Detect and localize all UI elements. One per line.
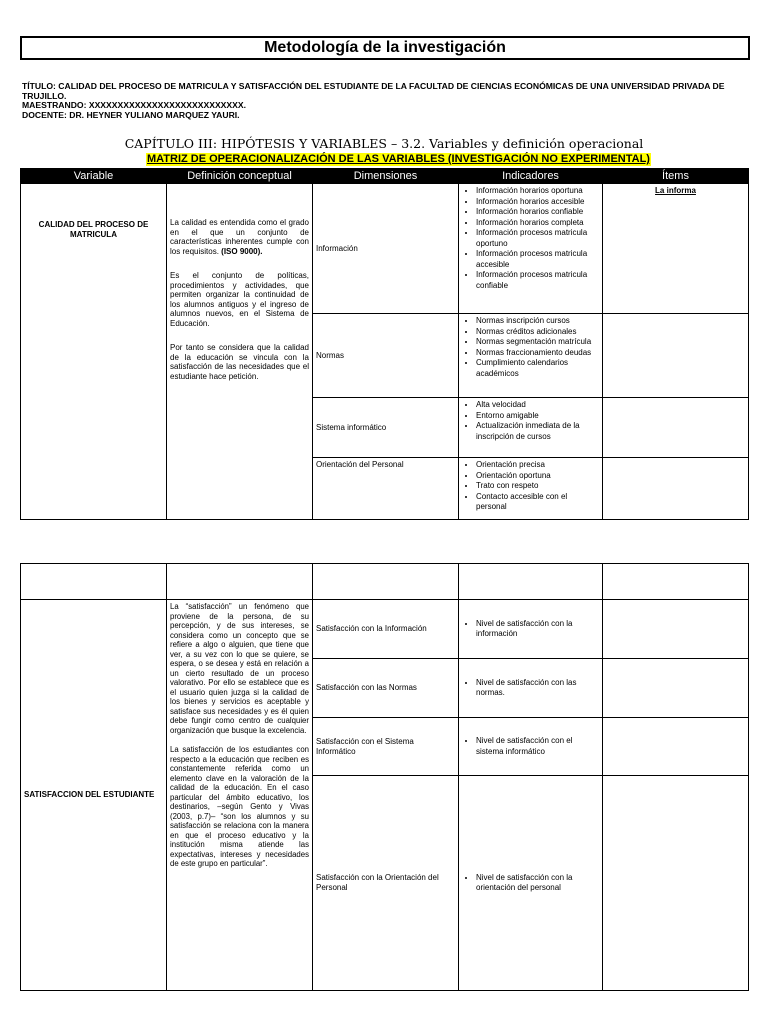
- list-item: • Información procesos matricula accesible: [476, 249, 599, 270]
- page-title: Metodología de la investigación: [20, 36, 750, 60]
- list-item: • Actualización inmediata de la inscripción de cursos: [476, 421, 599, 442]
- definition-source: (ISO 9000).: [221, 246, 263, 256]
- matrix-label: MATRIZ DE OPERACIONALIZACIÓN DE LAS VARIABLES (INVESTIGACIÓN NO EXPERIMENTAL): [147, 153, 650, 165]
- dimension-cell: Información: [313, 184, 459, 314]
- table-row: [21, 184, 749, 314]
- dimension-cell: Satisfacción con la Información: [313, 600, 459, 659]
- item-link[interactable]: La informa: [655, 186, 696, 195]
- items-cell: [603, 184, 749, 314]
- list-item: • Normas créditos adicionales: [476, 327, 599, 338]
- indicator-cell: [459, 776, 603, 991]
- meta-docente: DOCENTE: DR. HEYNER YULIANO MARQUEZ YAURI.: [22, 109, 240, 120]
- list-item: • Información horarios accesible: [476, 197, 599, 208]
- list-item: • Orientación oportuna: [476, 471, 599, 482]
- list-item: • Orientación precisa: [476, 460, 599, 471]
- variable-cell: SATISFACCION DEL ESTUDIANTE: [21, 600, 167, 991]
- meta-maestrando: MAESTRANDO: XXXXXXXXXXXXXXXXXXXXXXXXXXX.: [22, 100, 246, 110]
- table-row: [21, 600, 749, 659]
- col-header-dimensions: Dimensiones: [313, 169, 459, 184]
- list-item: • Nivel de satisfacción con la orientación del personal: [476, 873, 599, 894]
- list-item: • Información horarios oportuna: [476, 186, 599, 197]
- col-header-indicators: Indicadores: [459, 169, 603, 184]
- dimension-cell: Orientación del Personal: [313, 458, 459, 520]
- indicator-cell: [459, 398, 603, 458]
- list-item: • Información horarios completa: [476, 218, 599, 229]
- definition-text: Por tanto se considera que la calidad de la educación se vincula con la satisfacción de las necesidades que el estudiante hace petición.: [170, 343, 309, 381]
- definition-text: La “satisfacción” un fenómeno que proviene de la persona, de su percepción, y de sus intereses, se considera como un concepto que se refiere a algo o alguien, que tiene que ver, a su vez con lo que se quiere, se espera, o se desea y está en relación a un cierto resultado de un proceso valorativo. Por ello se establece que es el usuario quien juzga si la calidad de los bienes y servicios es aceptable y satisface sus necesidades y es él quien debe fungir como centro de cualquier organización que busque la excelencia.: [170, 602, 309, 735]
- empty-cell: [313, 564, 459, 600]
- definition-text: La calidad es entendida como el grado en el que un conjunto de características inherentes cumple con los requisitos.: [170, 218, 309, 256]
- col-header-items: Ítems: [603, 169, 749, 184]
- col-header-variable: Variable: [21, 169, 167, 184]
- table-row: [21, 564, 749, 600]
- items-cell: [603, 314, 749, 398]
- dimension-cell: Satisfacción con la Orientación del Personal: [313, 776, 459, 991]
- variable-cell: CALIDAD DEL PROCESO DE MATRICULA: [21, 184, 167, 520]
- list-item: • Nivel de satisfacción con el sistema informático: [476, 736, 599, 757]
- definition-text: Es el conjunto de políticas, procedimientos y actividades, que permiten organizar la continuidad de los alumnos antiguos y el ingreso de alumnos nuevos, en el Sistema de Educación.: [170, 271, 309, 328]
- operationalization-table-1: [20, 168, 749, 520]
- list-item: • Contacto accesible con el personal: [476, 492, 599, 513]
- list-item: • Normas inscripción cursos: [476, 316, 599, 327]
- list-item: • Normas fraccionamiento deudas: [476, 348, 599, 359]
- list-item: • Información procesos matricula confiable: [476, 270, 599, 291]
- list-item: • Información procesos matricula oportuno: [476, 228, 599, 249]
- items-cell: [603, 718, 749, 776]
- indicator-cell: [459, 659, 603, 718]
- list-item: • Entorno amigable: [476, 411, 599, 422]
- dimension-cell: Sistema informático: [313, 398, 459, 458]
- items-cell: [603, 458, 749, 520]
- list-item: • Cumplimiento calendarios académicos: [476, 358, 599, 379]
- empty-cell: [459, 564, 603, 600]
- indicator-cell: [459, 314, 603, 398]
- list-item: • Alta velocidad: [476, 400, 599, 411]
- chapter-heading: CAPÍTULO III: HIPÓTESIS Y VARIABLES – 3.2. Variables y definición operacional: [124, 136, 644, 151]
- dimension-cell: Normas: [313, 314, 459, 398]
- definition-text: La satisfacción de los estudiantes con respecto a la educación que reciben es constantemente referida como un elemento clave en la valoración de la calidad de la educación. En el caso particular del ámbito educativo, los destinarios, –según Gento y Vivas (2003, p.7)– “son los alumnos y su satisfacción se relaciona con la manera en que el proceso educativo y la institución misma atiende las expectativas, intereses y necesidades de este grupo en particular”.: [170, 745, 309, 868]
- dimension-cell: Satisfacción con las Normas: [313, 659, 459, 718]
- empty-cell: [21, 564, 167, 600]
- table-header-row: [21, 169, 749, 184]
- dimension-cell: Satisfacción con el Sistema Informático: [313, 718, 459, 776]
- list-item: • Normas segmentación matrícula: [476, 337, 599, 348]
- empty-cell: [603, 564, 749, 600]
- indicator-cell: [459, 184, 603, 314]
- operationalization-table-2: [20, 563, 749, 991]
- indicator-cell: [459, 600, 603, 659]
- indicator-cell: [459, 718, 603, 776]
- document-meta: [22, 82, 752, 120]
- items-cell: [603, 776, 749, 991]
- list-item: • Información horarios confiable: [476, 207, 599, 218]
- items-cell: [603, 600, 749, 659]
- definition-cell: [167, 600, 313, 991]
- list-item: • Trato con respeto: [476, 481, 599, 492]
- items-cell: [603, 659, 749, 718]
- definition-cell: [167, 184, 313, 520]
- meta-titulo: TÍTULO: CALIDAD DEL PROCESO DE MATRICULA Y SATISFACCIÓN DEL ESTUDIANTE DE LA FACULTAD DE CIENCIAS ECONÓMICAS DE UNA UNIVERSIDAD PRIVADA DE TRUJILLO.: [22, 81, 725, 101]
- indicator-cell: [459, 458, 603, 520]
- col-header-definition: Definición conceptual: [167, 169, 313, 184]
- items-cell: [603, 398, 749, 458]
- list-item: • Nivel de satisfacción con la información: [476, 619, 599, 640]
- empty-cell: [167, 564, 313, 600]
- list-item: • Nivel de satisfacción con las normas.: [476, 678, 599, 699]
